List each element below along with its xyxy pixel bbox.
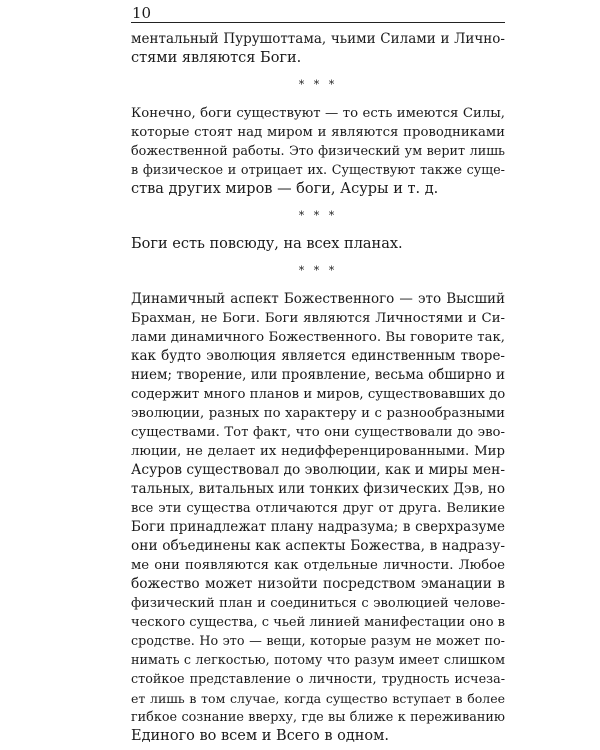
- text-line: ментальный Пурушоттама, чьими Силами и Лично-: [131, 31, 505, 47]
- text-line: тальных, витальных или тонких физических Дэв, но: [131, 481, 505, 497]
- text-line: люции, не делает их недифференцированными. Мир: [131, 444, 505, 459]
- text-line: Динамичный аспект Божественного — это Высший: [131, 291, 505, 307]
- text-line: ческого существа, с чьей линией манифестации оно в: [131, 615, 505, 630]
- text-line: которые стоят над миром и являются проводниками: [131, 125, 505, 140]
- text-line: Конечно, боги существуют — то есть имеются Силы,: [131, 106, 505, 121]
- text-line: нием; творение, или проявление, весьма обширно и: [131, 367, 505, 383]
- text-body: [131, 30, 505, 746]
- text-line: ства других миров — боги, Асуры и т. д.: [131, 181, 439, 197]
- text-line: Боги принадлежат плану надразума; в сверхразуме: [131, 519, 505, 535]
- text-line: стями являются Боги.: [131, 50, 302, 66]
- text-line: Единого во всем и Всего в одном.: [131, 728, 390, 744]
- text-line: Брахман, не Боги. Боги являются Личностями и Си-: [131, 311, 505, 326]
- text-line: нимать с легкостью, потому что разум имеет слишком: [131, 653, 505, 668]
- text-line: божественной работы. Это физический ум верит лишь: [131, 144, 505, 159]
- section-separator: * * *: [298, 78, 338, 91]
- text-line: гибкое сознание вверху, где вы ближе к переживанию: [131, 710, 505, 725]
- text-line: физический план и соединиться с эволюцией челове-: [131, 596, 505, 611]
- text-line: стойкое представление о личности, трудность исчеза-: [131, 672, 505, 687]
- page-number: 10: [132, 4, 152, 22]
- section-separator: * * *: [298, 209, 338, 222]
- paragraph-1: [131, 30, 505, 68]
- text-line: ет лишь в том случае, когда существо вступает в более: [131, 691, 505, 706]
- text-line: содержит много планов и миров, существовавших до: [131, 387, 506, 402]
- text-line: Боги есть повсюду, на всех планах.: [131, 236, 403, 252]
- text-line: как будто эволюция является единственным творе-: [131, 348, 505, 364]
- text-line: божество может низойти посредством эманации в: [131, 576, 505, 592]
- paragraph-2: [131, 104, 505, 199]
- text-line: все эти существа отличаются друг от друга. Великие: [131, 501, 505, 516]
- text-line: ме они появляются как отдельные личности. Любое: [131, 558, 505, 573]
- text-line: они объединены как аспекты Божества, в надразу-: [131, 538, 505, 554]
- text-line: Асуров существовал до эволюции, как и миры мен-: [131, 462, 505, 478]
- paragraph-3: [131, 235, 505, 254]
- text-line: лами динамичного Божественного. Вы говорите так,: [131, 330, 505, 345]
- text-line: в физическое и отрицает их. Существуют также суще-: [131, 163, 505, 178]
- header-rule: [131, 22, 505, 23]
- paragraph-4: [131, 290, 505, 746]
- section-separator: * * *: [298, 264, 338, 277]
- text-line: эволюции, разных по характеру и с разнообразными: [131, 406, 505, 421]
- text-line: сродстве. Но это — вещи, которые разум не может по-: [131, 634, 505, 649]
- text-line: существами. Тот факт, что они существовали до эво-: [131, 425, 505, 440]
